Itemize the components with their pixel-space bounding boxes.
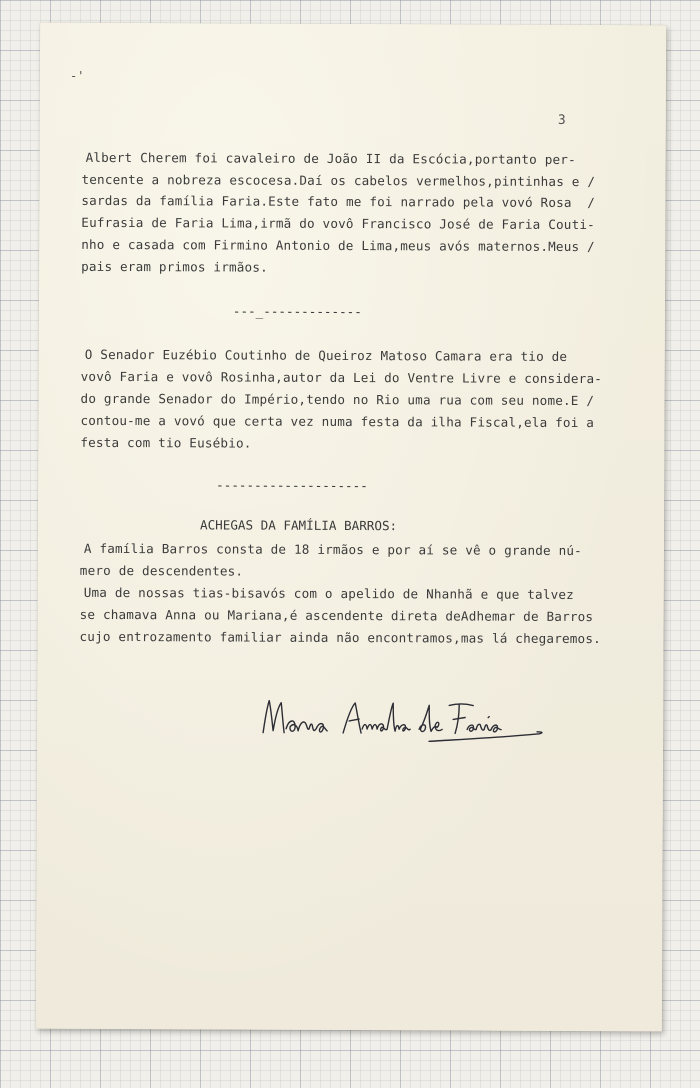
handwritten-signature xyxy=(259,689,549,750)
text-line: Eufrasia de Faria Lima,irmã do vovô Francisco José de Faria Couti- xyxy=(81,214,595,233)
paragraph-albert-cherem xyxy=(40,23,666,275)
text-line: A família Barros consta de 18 irmãos e por aí se vê o grande nú- xyxy=(83,540,582,559)
text-line: tencente a nobreza escocesa.Daí os cabelos vermelhos,pintinhas e / xyxy=(81,171,596,190)
section-heading: ACHEGAS DA FAMÍLIA BARROS: xyxy=(199,517,398,534)
text-line: contou-me a vovó que certa vez numa festa da ilha Fiscal,ela foi a xyxy=(80,412,595,431)
text-line: O Senador Euzébio Coutinho de Queiroz Matoso Camara era tio de xyxy=(84,346,568,364)
text-line: vovô Faria e vovô Rosinha,autor da Lei do Ventre Livre e considera- xyxy=(80,368,603,387)
text-line: Albert Cherem foi cavaleiro de João II da Escócia,portanto per- xyxy=(85,149,576,167)
separator-line: ---_------------- xyxy=(232,303,362,320)
text-line: cujo entrozamento familiar ainda não encontramos,mas lá chegaremos. xyxy=(79,628,601,647)
corner-mark: -' xyxy=(69,68,85,83)
text-line: pais eram primos irmãos. xyxy=(81,258,268,275)
text-line: nho e casada com Firmino Antonio de Lima,meus avós maternos.Meus / xyxy=(81,236,595,255)
text-line: mero de descendentes. xyxy=(79,562,244,579)
text-line: do grande Senador do Império,tendo no Rio uma rua com seu nome.E / xyxy=(80,390,595,409)
text-line: festa com tio Eusébio. xyxy=(80,434,252,451)
text-line: se chamava Anna ou Mariana,é ascendente direta deAdhemar de Barros xyxy=(79,606,594,625)
paper-sheet xyxy=(36,23,666,1032)
text-line: Uma de nossas tias-bisavós com o apelido de Nhanhã e que talvez xyxy=(83,584,575,602)
separator-line: -------------------- xyxy=(216,477,368,494)
page-number: 3 xyxy=(557,112,566,128)
text-line: sardas da família Faria.Este fato me foi narrado pela vovó Rosa / xyxy=(81,192,596,211)
